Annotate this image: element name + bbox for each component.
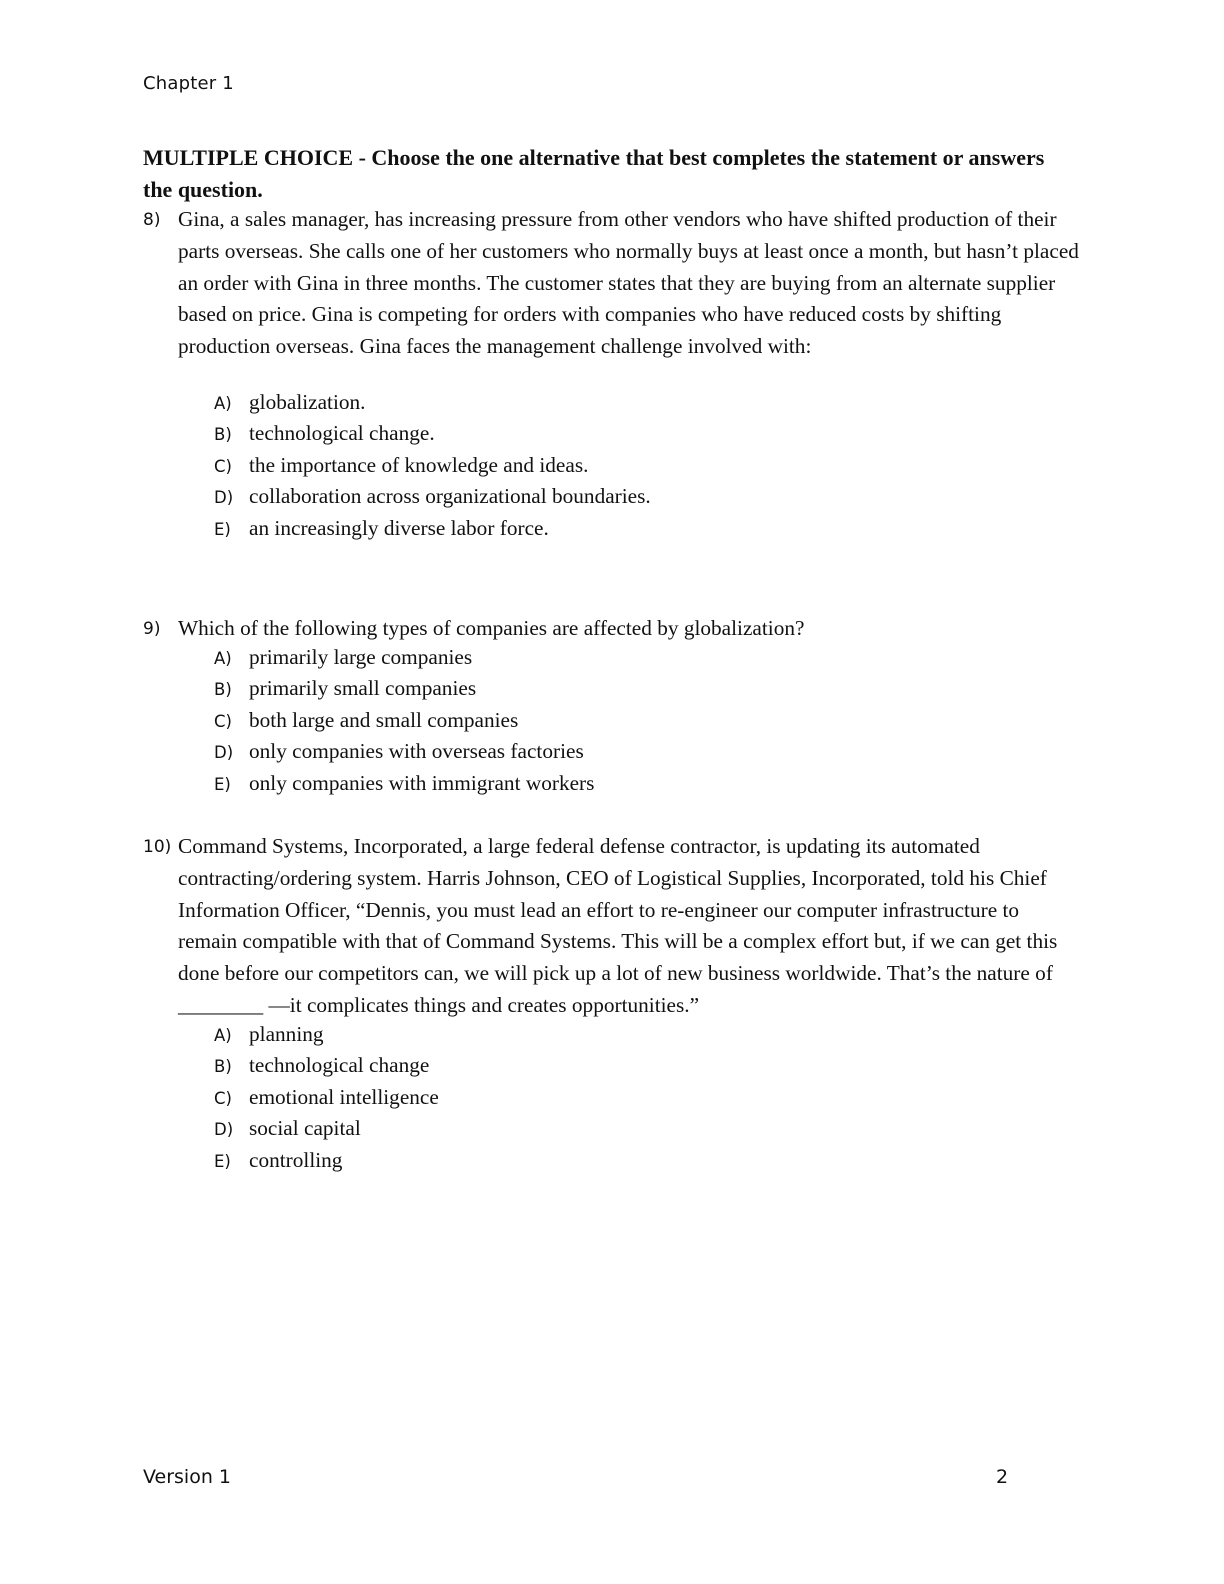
chapter-header: Chapter 1 — [143, 73, 234, 94]
footer-version: Version 1 — [143, 1466, 231, 1488]
choice-a — [214, 390, 1083, 422]
choice-e — [214, 771, 1083, 803]
choice-text: the importance of knowledge and ideas. — [249, 452, 589, 477]
choice-text: an increasingly diverse labor force. — [249, 515, 549, 540]
choice-letter: D) — [214, 743, 234, 763]
question-number: 9) — [143, 619, 161, 639]
choice-letter: D) — [214, 1120, 234, 1140]
choice-text: emotional intelligence — [249, 1084, 439, 1109]
choice-a — [214, 1022, 1083, 1054]
question-stem: Which of the following types of companies are affected by globalization? — [178, 616, 805, 640]
question-number: 10) — [143, 837, 172, 857]
choice-b — [214, 421, 1083, 453]
choice-text: globalization. — [249, 389, 366, 414]
choice-b — [214, 1053, 1083, 1085]
choice-e — [214, 1148, 1083, 1180]
choice-a — [214, 645, 1083, 677]
choice-c — [214, 453, 1083, 485]
choice-letter: A) — [214, 393, 232, 413]
question-8 — [143, 204, 1083, 547]
choice-d — [214, 484, 1083, 516]
choice-letter: E) — [214, 519, 231, 539]
choice-text: social capital — [249, 1116, 361, 1141]
choice-text: planning — [249, 1021, 324, 1046]
choice-letter: A) — [214, 1025, 232, 1045]
choice-d — [214, 739, 1083, 771]
choice-b — [214, 676, 1083, 708]
choice-letter: E) — [214, 774, 231, 794]
answer-choices — [214, 645, 1083, 803]
answer-choices — [214, 390, 1083, 548]
choice-text: technological change — [249, 1053, 430, 1078]
choice-text: primarily small companies — [249, 676, 477, 701]
choice-e — [214, 516, 1083, 548]
question-number: 8) — [143, 210, 161, 230]
choice-text: collaboration across organizational boundaries. — [249, 484, 651, 509]
question-stem: Command Systems, Incorporated, a large federal defense contractor, is updating its automated contracting/ordering system. Harris Johnson, CEO of Logistical Supplies, Incorporated, told his Chief Information Officer, “Dennis, you must lead an effort to re-engineer our computer infrastructure to remain compatible with that of Command Systems. This will be a complex effort but, if we can get this done before our competitors can, we will pick up a lot of new business worldwide. That’s the nature of ________ —it complicates things and creates opportunities.” — [178, 834, 1058, 1017]
choice-letter: C) — [214, 711, 232, 731]
choice-letter: D) — [214, 488, 234, 508]
question-9 — [143, 613, 1083, 802]
question-stem: Gina, a sales manager, has increasing pressure from other vendors who have shifted production of their parts overseas. She calls one of her customers who normally buys at least once a month, but hasn’t placed an order with Gina in three months. The customer states that they are buying from an alternate supplier based on price. Gina is competing for orders with companies who have reduced costs by shifting production overseas. Gina faces the management challenge involved with: — [178, 207, 1079, 359]
choice-letter: E) — [214, 1151, 231, 1171]
choice-letter: B) — [214, 425, 232, 445]
choice-text: primarily large companies — [249, 644, 473, 669]
choice-text: technological change. — [249, 421, 435, 446]
choice-letter: C) — [214, 456, 232, 476]
choice-text: both large and small companies — [249, 707, 519, 732]
choice-text: only companies with overseas factories — [249, 739, 584, 764]
choice-c — [214, 708, 1083, 740]
choice-text: controlling — [249, 1147, 343, 1172]
choice-letter: B) — [214, 680, 232, 700]
choice-letter: C) — [214, 1088, 232, 1108]
answer-choices — [214, 1022, 1083, 1180]
question-10 — [143, 831, 1083, 1179]
choice-d — [214, 1116, 1083, 1148]
choice-letter: B) — [214, 1057, 232, 1077]
section-instructions: MULTIPLE CHOICE - Choose the one alternative that best completes the statement or answers the question. — [143, 145, 1045, 202]
choice-c — [214, 1085, 1083, 1117]
choice-letter: A) — [214, 648, 232, 668]
choice-text: only companies with immigrant workers — [249, 770, 595, 795]
footer-page-number: 2 — [996, 1466, 1009, 1488]
